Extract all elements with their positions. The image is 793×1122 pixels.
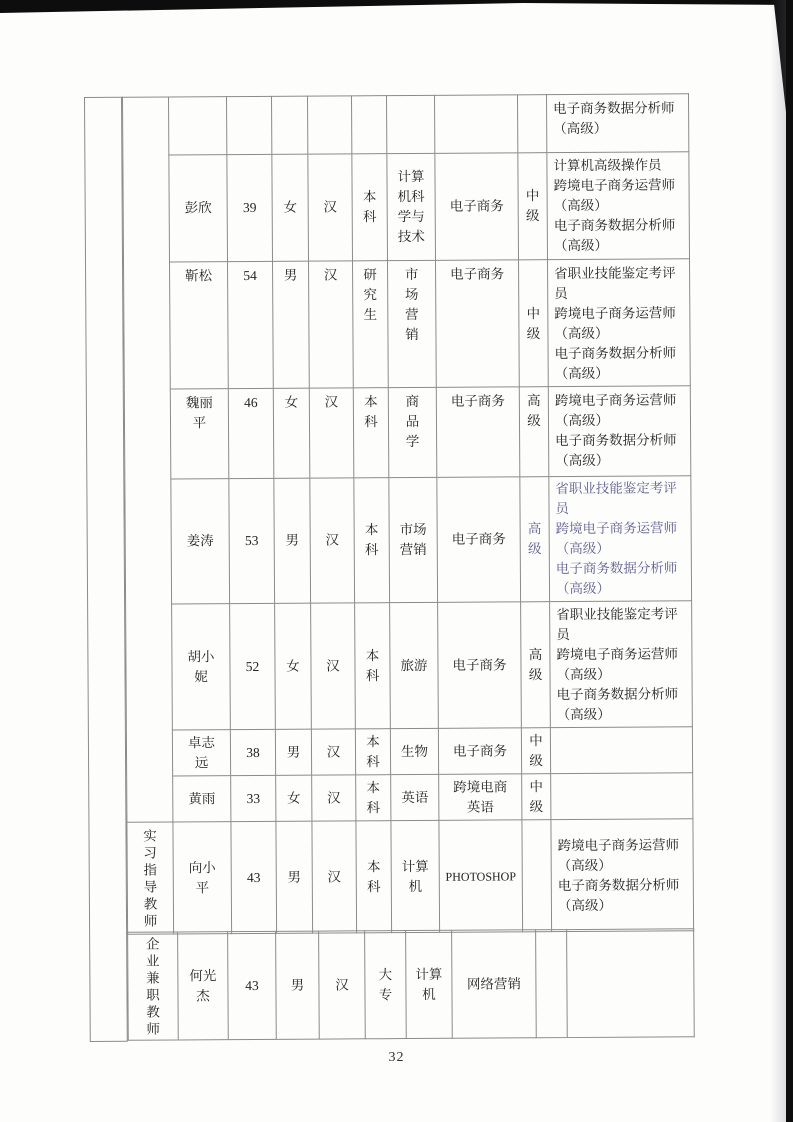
cell-ethnicity: 汉: [309, 261, 354, 388]
cell-ethnicity: 汉: [312, 821, 357, 933]
cell-certificates: [551, 773, 693, 820]
cell-major: 计算 机科 学与 技术: [387, 153, 436, 260]
teacher-table-enterprise: [127, 928, 695, 1040]
cell-education: 本 科: [356, 775, 391, 821]
cell-age: 46: [228, 388, 274, 478]
cell-gender: 男: [276, 931, 320, 1039]
category-cell: 实 习 指 导 教 师: [127, 822, 174, 934]
cell-empty: [169, 97, 227, 155]
cell-gender: 男: [276, 821, 313, 933]
cell-age: 54: [228, 261, 274, 388]
cell-major: 计算 机: [391, 820, 440, 932]
paper-edge-shadow: [770, 0, 786, 1122]
cell-level: 中 级: [519, 260, 549, 387]
cell-ethnicity: 汉: [311, 603, 356, 729]
cell-certificates: 省职业技能鉴定考评员 跨境电子商务运营师（高级） 电子商务数据分析师（高级）: [549, 476, 692, 602]
cell-education: 本 科: [355, 729, 390, 775]
cell-empty: [434, 95, 517, 154]
cell-empty: [227, 96, 272, 154]
cell-ethnicity: 汉: [310, 478, 355, 603]
cell-level: 高 级: [519, 387, 549, 477]
cell-major: 商 品 学: [388, 387, 437, 477]
cell-name: 何光 杰: [178, 932, 229, 1040]
cell-certificates: 计算机高级操作员 跨境电子商务运营师（高级） 电子商务数据分析师（高级）: [547, 152, 690, 260]
cell-name: 向小 平: [173, 822, 232, 934]
cell-empty: [307, 96, 351, 154]
cell-age: 43: [228, 931, 277, 1039]
cell-empty: [386, 95, 434, 153]
cell-empty: [351, 96, 386, 154]
cell-education: 本 科: [356, 821, 392, 933]
page-number: 32: [388, 1050, 405, 1065]
cell-course: 电子商务: [438, 602, 522, 729]
cell-age: 33: [231, 775, 276, 821]
cell-level: [522, 820, 552, 932]
scan-edge-right: [786, 0, 793, 1122]
cell-course: 电子商务: [435, 153, 519, 261]
cell-certificates: 跨境电子商务运营师（高级） 电子商务数据分析师（高级）: [548, 386, 691, 477]
cell-ethnicity: 汉: [309, 388, 354, 478]
cell-level: 中 级: [522, 774, 551, 820]
teacher-table: [84, 93, 696, 1045]
cell-major: 计算 机: [406, 930, 453, 1038]
cell-certificates: 电子商务数据分析师（高级）: [546, 94, 688, 153]
cell-name: 靳松: [170, 262, 229, 389]
cell-level: [517, 95, 546, 153]
cell-course: 电子商务: [437, 477, 521, 603]
cell-ethnicity: 汉: [319, 931, 366, 1039]
cell-course: 电子商务: [436, 260, 520, 388]
cell-name: 姜涛: [171, 479, 230, 604]
cell-course: 网络营销: [452, 930, 537, 1039]
cell-age: 38: [230, 729, 275, 775]
cell-age: 43: [231, 821, 277, 933]
cell-major: 市场 营销: [389, 477, 438, 602]
cell-education: 大 专: [365, 931, 407, 1039]
cell-major: 生物: [390, 728, 438, 774]
cell-certificates: 跨境电子商务运营师（高级） 电子商务数据分析师（高级）: [551, 819, 694, 932]
cell-certificates: [567, 929, 695, 1038]
teacher-table-main: [122, 93, 694, 934]
cell-name: 彭欣: [169, 155, 228, 262]
cell-level: 高 级: [520, 477, 550, 602]
left-margin-column: [84, 97, 128, 1042]
cell-education: 本 科: [352, 154, 388, 261]
cell-ethnicity: 汉: [312, 775, 356, 821]
cell-certificates: [550, 727, 692, 774]
cell-major: 英语: [391, 774, 439, 820]
cell-gender: 女: [276, 775, 312, 821]
cell-level: 中 级: [518, 153, 548, 260]
cell-course: 电子商务: [438, 728, 521, 775]
cell-age: 39: [227, 154, 273, 261]
cell-course: 跨境电商 英语: [439, 774, 522, 821]
cell-name: 魏丽 平: [170, 389, 229, 479]
category-cell: 企 业 兼 职 教 师: [128, 932, 179, 1040]
cell-level: 高 级: [521, 602, 551, 728]
cell-level: 中 级: [521, 728, 550, 774]
cell-course: PHOTOSHOP: [439, 820, 523, 933]
cell-name: 胡小 妮: [172, 604, 231, 730]
cell-gender: 女: [275, 603, 312, 729]
cell-course: 电子商务: [436, 387, 520, 478]
cell-gender: 男: [273, 261, 310, 388]
cell-gender: 男: [275, 729, 311, 775]
cell-education: 本 科: [354, 478, 390, 603]
category-cell-empty: [123, 97, 173, 822]
cell-certificates: 省职业技能鉴定考评员 跨境电子商务运营师（高级） 电子商务数据分析师（高级）: [548, 259, 691, 387]
cell-certificates: 省职业技能鉴定考评员 跨境电子商务运营师（高级） 电子商务数据分析师（高级）: [550, 601, 693, 728]
cell-gender: 女: [273, 388, 310, 478]
cell-name: 卓志 远: [172, 730, 230, 776]
cell-major: 市 场 营 销: [388, 260, 437, 387]
cell-major: 旅游: [390, 602, 439, 728]
cell-education: 本 科: [355, 603, 391, 729]
cell-age: 52: [230, 603, 276, 729]
cell-gender: 男: [274, 478, 311, 603]
cell-name: 黄雨: [173, 776, 231, 822]
cell-ethnicity: 汉: [311, 729, 355, 775]
scan-edge-top: [0, 0, 793, 16]
cell-ethnicity: 汉: [308, 154, 353, 261]
cell-education: 研 究 生: [353, 261, 389, 388]
cell-level: [536, 930, 568, 1038]
cell-education: 本 科: [353, 388, 389, 478]
cell-age: 53: [229, 478, 275, 603]
cell-empty: [271, 96, 307, 154]
cell-gender: 女: [272, 154, 309, 261]
